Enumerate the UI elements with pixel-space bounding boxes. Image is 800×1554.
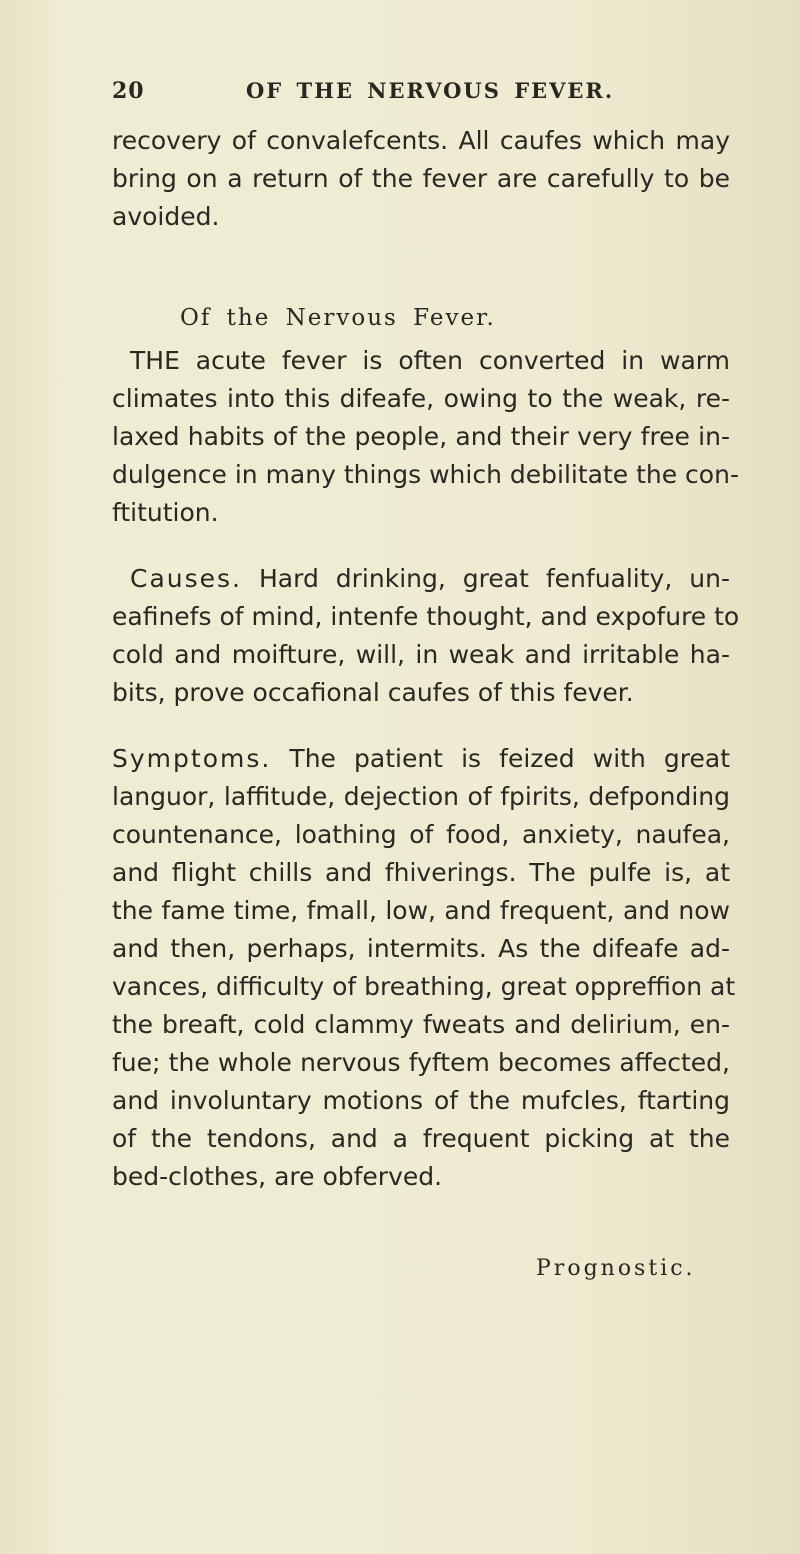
text-line: languor, laffitude, dejection of fpirits, defponding bbox=[112, 782, 730, 811]
text-line: vances, difficulty of breathing, great oppreffion at bbox=[112, 972, 736, 1001]
text-line: cold and moifture, will, in weak and irritable ha- bbox=[112, 640, 730, 669]
text-line: bed-clothes, are obferved. bbox=[112, 1162, 443, 1191]
text-line: ftitution. bbox=[112, 498, 219, 527]
text-line: the breaft, cold clammy fweats and delirium, en- bbox=[112, 1010, 730, 1039]
intro-paragraph bbox=[112, 342, 739, 532]
text-line: recovery of convalefcents. All caufes which may bbox=[112, 126, 730, 155]
text-line: and involuntary motions of the mufcles, ftarting bbox=[112, 1086, 730, 1115]
causes-paragraph bbox=[112, 560, 740, 712]
text-line: avoided. bbox=[112, 202, 220, 231]
text-line: bring on a return of the fever are carefully to be bbox=[112, 164, 730, 193]
continuation-paragraph bbox=[112, 122, 730, 236]
text-line: bits, prove occafional caufes of this fever. bbox=[112, 678, 634, 707]
section-heading: Of the Nervous Fever. bbox=[180, 305, 496, 331]
text-line: of the tendons, and a frequent picking at the bbox=[112, 1124, 730, 1153]
symptoms-lead: Symptoms. bbox=[112, 744, 272, 773]
text-line: and flight chills and fhiverings. The pulfe is, at bbox=[112, 858, 730, 887]
text-line: fue; the whole nervous fyftem becomes affected, bbox=[112, 1048, 730, 1077]
text-line: THE acute fever is often converted in warm bbox=[130, 346, 730, 375]
running-head-title: OF THE NERVOUS FEVER. bbox=[246, 78, 615, 103]
text-line: dulgence in many things which debilitate the con- bbox=[112, 460, 739, 489]
text-line bbox=[112, 560, 730, 598]
causes-lead: Causes. bbox=[130, 564, 242, 593]
text-line: the fame time, fmall, low, and frequent, and now bbox=[112, 896, 730, 925]
text-line: countenance, loathing of food, anxiety, naufea, bbox=[112, 820, 730, 849]
symptoms-first-line: The patient is feized with great bbox=[289, 744, 730, 773]
symptoms-paragraph bbox=[112, 740, 736, 1196]
text-line bbox=[112, 740, 730, 778]
text-line: climates into this difeafe, owing to the weak, re- bbox=[112, 384, 730, 413]
text-line: eafinefs of mind, intenfe thought, and expofure to bbox=[112, 602, 740, 631]
text-line: and then, perhaps, intermits. As the difeafe ad- bbox=[112, 934, 730, 963]
text-line: laxed habits of the people, and their very free in- bbox=[112, 422, 730, 451]
causes-first-line: Hard drinking, great fenfuality, un- bbox=[258, 564, 730, 593]
catchword: Prognostic. bbox=[536, 1256, 696, 1281]
running-head bbox=[112, 78, 712, 114]
page-number: 20 bbox=[112, 78, 145, 104]
